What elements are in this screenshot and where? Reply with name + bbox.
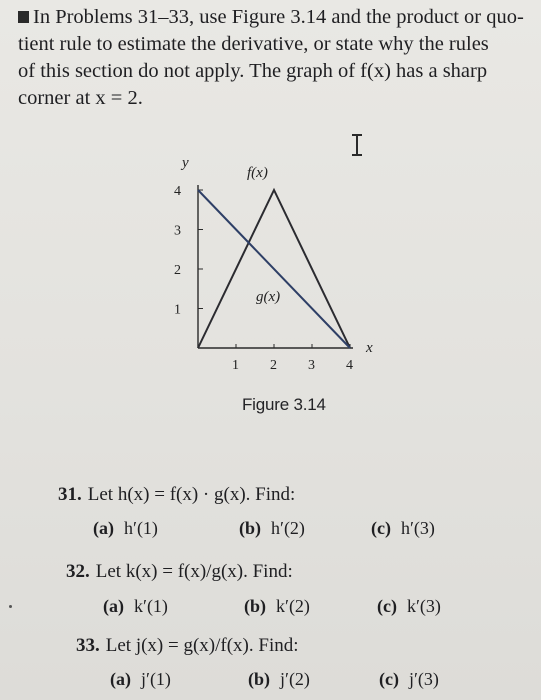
figure-caption: Figure 3.14 [242, 395, 326, 414]
intro-paragraph [18, 4, 523, 112]
f-series-label: f(x) [247, 165, 268, 181]
part-32b: (b) k′(2) [244, 596, 310, 616]
part-32c: (c) k′(3) [377, 596, 441, 616]
problem-text: Let k(x) = f(x)/g(x). Find: [95, 561, 293, 582]
x-tick-label: 3 [308, 358, 315, 373]
figure-3-14 [150, 145, 390, 385]
y-tick-label: 3 [174, 223, 181, 239]
problem-text: Let j(x) = g(x)/f(x). Find: [105, 635, 299, 656]
part-33a: (a) j′(1) [110, 669, 171, 689]
intro-line-3: of this section do not apply. The graph of f(x) has a sharp [18, 60, 488, 82]
problem-number: 31. [58, 484, 82, 505]
part-32a: (a) k′(1) [103, 596, 168, 616]
section-marker-icon [18, 11, 29, 23]
x-tick-label: 2 [270, 358, 277, 373]
intro-line-4: corner at x = 2. [18, 87, 143, 109]
problem-number: 32. [66, 561, 90, 582]
y-axis-label: y [182, 155, 189, 171]
y-tick-label: 1 [174, 302, 181, 318]
intro-line-1: In Problems 31–33, use Figure 3.14 and the product or quo- [18, 4, 523, 31]
x-axis-label: x [366, 340, 373, 356]
part-33b: (b) j′(2) [248, 669, 310, 689]
problem-31 [58, 484, 295, 506]
part-31c: (c) h′(3) [371, 518, 435, 538]
part-31b: (b) h′(2) [239, 518, 305, 538]
y-tick-label: 2 [174, 263, 181, 278]
part-31a: (a) h′(1) [93, 518, 158, 538]
problem-text: Let h(x) = f(x) · g(x). Find: [87, 484, 296, 505]
intro-line-2: tient rule to estimate the derivative, or state why the rules [18, 33, 489, 55]
stray-dot [9, 605, 12, 608]
part-33c: (c) j′(3) [379, 669, 439, 689]
g-series-label: g(x) [256, 289, 281, 305]
g-line [198, 190, 350, 348]
x-tick-label: 1 [232, 358, 239, 373]
problem-33 [76, 635, 299, 657]
problem-32 [66, 561, 293, 583]
series-lines [198, 190, 350, 348]
problem-number: 33. [76, 635, 100, 656]
y-tick-label: 4 [174, 184, 181, 199]
x-tick-label: 4 [346, 358, 353, 373]
